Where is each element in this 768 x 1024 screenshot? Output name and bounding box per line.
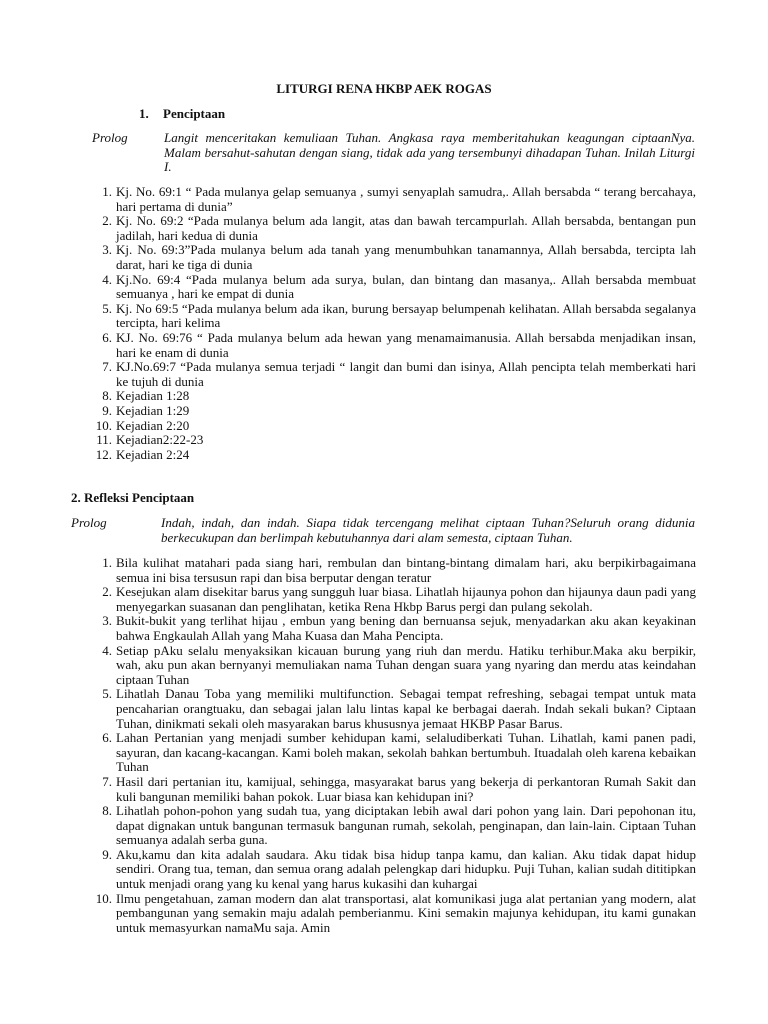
list-item-text: Kejadian 2:20	[116, 417, 190, 433]
section-1-heading-text: Penciptaan	[163, 106, 226, 121]
list-item-number: 8.	[102, 388, 112, 404]
list-item-number: 10.	[95, 890, 112, 906]
list-item-number: 12.	[95, 446, 112, 462]
list-item-text: KJ. No. 69:76 “ Pada mulanya belum ada hewan yang menamaimanusia. Allah bersabda menjadikan insan, hari ke enam di dunia	[116, 329, 696, 360]
list-item-number: 5.	[102, 686, 112, 702]
list-item-text: Kj.No. 69:4 “Pada mulanya belum ada surya, bulan, dan bintang dan masanya,. Allah bersabda membuat semuanya , hari ke empat di dunia	[116, 271, 696, 302]
list-item	[92, 331, 696, 360]
list-item-number: 6.	[102, 730, 112, 746]
list-item-number: 4.	[102, 271, 112, 287]
list-item-text: Kj. No 69:5 “Pada mulanya belum ada ikan, burung bersayap belumpenah kelihatan. Allah bersabda segalanya tercipta, hari kelima	[116, 300, 696, 331]
list-item-number: 11.	[96, 432, 112, 448]
document-title: LITURGI RENA HKBP AEK ROGAS	[276, 81, 492, 96]
list-item-number: 5.	[102, 300, 112, 316]
list-item-number: 9.	[102, 846, 112, 862]
list-item-number: 7.	[102, 773, 112, 789]
list-item-text: Kejadian 2:24	[116, 446, 190, 462]
list-item-number: 10.	[95, 417, 112, 433]
list-item	[92, 214, 696, 243]
list-item	[92, 273, 696, 302]
section-2-prolog-label: Prolog	[71, 515, 107, 530]
section-1-list	[92, 185, 696, 462]
list-item	[92, 448, 696, 463]
list-item	[92, 556, 696, 585]
list-item	[92, 404, 696, 419]
list-item	[92, 804, 696, 848]
list-item-text: Kejadian2:22-23	[116, 432, 204, 448]
section-2-list	[92, 556, 696, 935]
list-item-text: Kejadian 1:29	[116, 402, 190, 418]
list-item	[92, 389, 696, 404]
list-item	[92, 419, 696, 434]
list-item-text: Kejadian 1:28	[116, 388, 190, 404]
list-item-number: 4.	[102, 642, 112, 658]
list-item-text: Kj. No. 69:3”Pada mulanya belum ada tanah yang menumbuhkan tanamannya, Allah bersabda, tercipta lah darat, hari ke tiga di dunia	[116, 242, 696, 272]
list-item-number: 2.	[102, 213, 112, 229]
list-item	[92, 185, 696, 214]
list-item-text: Ilmu pengetahuan, zaman modern dan alat transportasi, alat komunikasi juga alat pertanian yang modern, alat pembangunan yang semakin maju adalah pemberianmu. Kini semakin majunya kehidupan, itu kami gunakan untuk memasyurkan namaMu saja. Amin	[116, 890, 696, 935]
list-item	[92, 687, 696, 731]
list-item-text: Lihatlah Danau Toba yang memiliki multifunction. Sebagai tempat refreshing, sebagai tempat untuk mata pencaharian orangtuaku, dan sebagai jalan lalu lintas kapal ke berbagai daerah. Indah sekali bukan? Ciptaan Tuhan, dinikmati sekali oleh masyarakan barus khususnya jemaat HKBP Pasar Barus.	[116, 686, 696, 731]
list-item-text: KJ.No.69:7 “Pada mulanya semua terjadi “ langit dan bumi dan isinya, Allah pencipta telah memberkati hari ke tujuh di dunia	[116, 359, 696, 389]
list-item-number: 3.	[102, 242, 112, 258]
list-item-number: 6.	[102, 329, 112, 345]
list-item-text: Aku,kamu dan kita adalah saudara. Aku tidak bisa hidup tanpa kamu, dan kalian. Aku tidak dapat hidup sendiri. Orang tua, teman, dan semua orang adalah pelengkap dari hidupku. Puji Tuhan, kalian sudah dititipkan untuk menjadi orang yang ku kenal yang harus kukasihi dan kuhargai	[116, 846, 696, 892]
list-item	[92, 644, 696, 688]
list-item	[92, 585, 696, 614]
list-item	[92, 243, 696, 272]
list-item	[92, 302, 696, 331]
list-item-text: Bukit-bukit yang terlihat hijau , embun yang bening dan bernuansa sejuk, menyadarkan aku akan keyakinan bahwa Engkaulah Allah yang Maha Kuasa dan Maha Pencipta.	[116, 613, 696, 643]
section-2-prolog-text: Indah, indah, dan indah. Siapa tidak tercengang melihat ciptaan Tuhan?Seluruh orang didunia berkecukupan dan berlimpah kebutuhannya dari alam semesta, ciptaan Tuhan.	[161, 515, 695, 545]
list-item-text: Kj. No. 69:2 “Pada mulanya belum ada langit, atas dan bawah tercampurlah. Allah bersabda, bentangan pun jadilah, hari kedua di dunia	[116, 213, 696, 243]
list-item-number: 8.	[102, 803, 112, 819]
list-item	[92, 775, 696, 804]
section-2-heading: 2. Refleksi Penciptaan	[71, 490, 195, 505]
list-item	[92, 614, 696, 643]
list-item	[92, 848, 696, 892]
section-1-prolog-label: Prolog	[92, 130, 128, 145]
list-item	[92, 360, 696, 389]
list-item-number: 1.	[102, 184, 112, 199]
section-1-number: 1.	[139, 106, 149, 121]
section-1-prolog-text: Langit menceritakan kemuliaan Tuhan. Angkasa raya memberitahukan keagungan ciptaanNya. Malam bersahut-sahutan dengan siang, tidak ada yang tersembunyi dihadapan Tuhan. Inilah Liturgi I.	[164, 130, 695, 175]
list-item-number: 1.	[102, 555, 112, 570]
list-item-text: Setiap pAku selalu menyaksikan kicauan burung yang riuh dan merdu. Hatiku terhibur.Maka aku berpikir, wah, aku pun akan bernyanyi memuliakan nama Tuhan dengan suara yang nyaring dan merdu atas keindahan ciptaan Tuhan	[116, 642, 696, 687]
list-item-text: Kj. No. 69:1 “ Pada mulanya gelap semuanya , sumyi senyaplah samudra,. Allah bersabda “ terang bercahaya, hari pertama di dunia”	[116, 184, 696, 214]
list-item-number: 9.	[102, 402, 112, 418]
list-item-text: Lahan Pertanian yang menjadi sumber kehidupan kami, selaludiberkati Tuhan. Lihatlah, kami panen padi, sayuran, dan kacang-kacangan. Kami boleh makan, sekolah bahkan bertumbuh. Ituadalah oleh karena kebaikan Tuhan	[116, 730, 696, 775]
list-item-text: Bila kulihat matahari pada siang hari, rembulan dan bintang-bintang dimalam hari, aku berpikirbagaimana semua ini bisa tersusun rapi dan bisa berputar dengan teratur	[116, 555, 696, 585]
list-item-number: 3.	[102, 613, 112, 629]
list-item-text: Lihatlah pohon-pohon yang sudah tua, yang diciptakan lebih awal dari pohon yang lain. Dari pepohonan itu, dapat dignakan untuk bangunan termasuk bangunan rumah, sekolah, penginapan, dan lain-lain. Ciptaan Tuhan semuanya adalah serba guna.	[116, 803, 696, 848]
list-item	[92, 731, 696, 775]
list-item-number: 2.	[102, 584, 112, 600]
list-item	[92, 892, 696, 936]
list-item-text: Hasil dari pertanian itu, kamijual, sehingga, masyarakat barus yang bekerja di perkantoran Rumah Sakit dan kuli bangunan memiliki bahan pokok. Luar biasa kan kehidupan ini?	[116, 773, 696, 804]
list-item-number: 7.	[102, 359, 112, 375]
list-item	[92, 433, 696, 448]
section-1-heading	[139, 107, 225, 122]
list-item-text: Kesejukan alam disekitar barus yang sungguh luar biasa. Lihatlah hijaunya pohon dan hijaunya daun padi yang menyegarkan suasanan dan penglihatan, ketika Rena Hkbp Barus pergi dan pulang sekolah.	[116, 584, 696, 614]
